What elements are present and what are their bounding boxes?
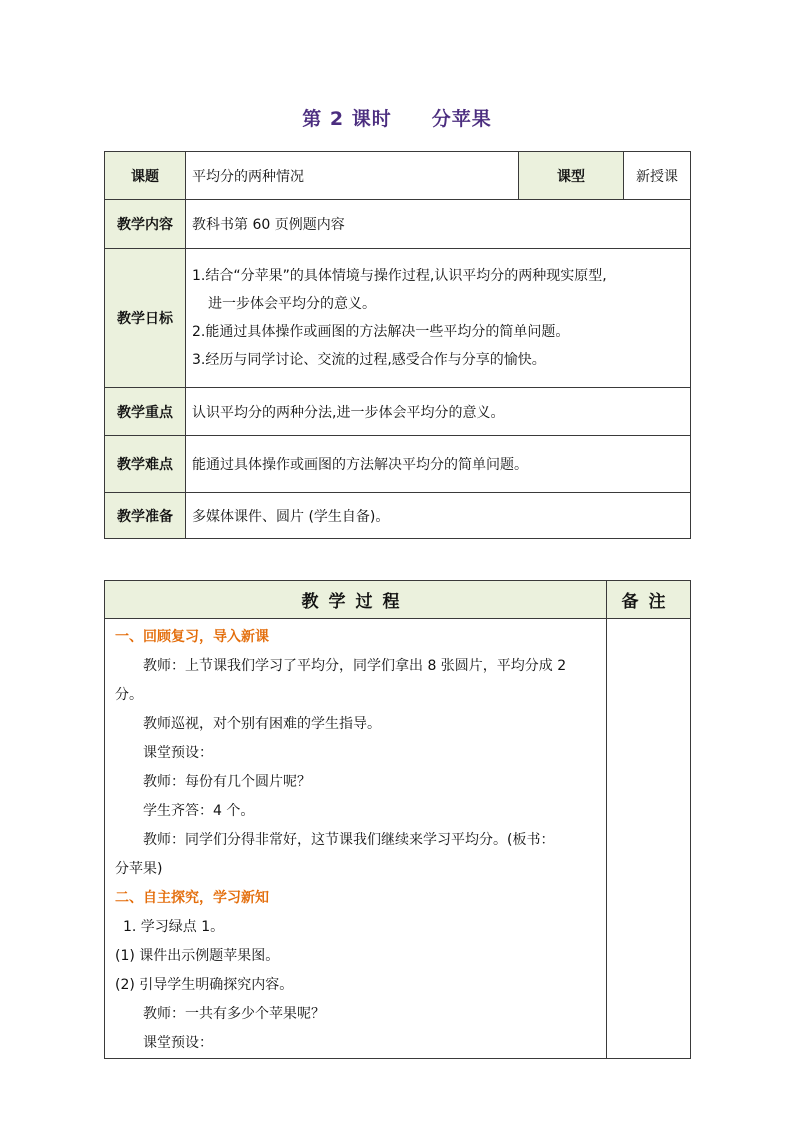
notes-header: 备注 — [607, 581, 691, 619]
goal-2: 2.能通过具体操作或画图的方法解决一些平均分的简单问题。 — [192, 324, 570, 340]
goal-1: 1.结合“分苹果”的具体情境与操作过程,认识平均分的两种现实原型, — [192, 268, 607, 284]
type-label: 课型 — [519, 152, 624, 200]
lesson-name: 分苹果 — [431, 108, 492, 130]
goal-3: 3.经历与同学讨论、交流的过程,感受合作与分享的愉快。 — [192, 352, 546, 368]
process-line: 教师：每份有几个圆片呢？ — [143, 774, 311, 790]
process-line: 1. 学习绿点 1。 — [123, 919, 225, 935]
process-line: 课堂预设： — [143, 1035, 213, 1051]
process-content — [105, 619, 607, 1059]
topic-label: 课题 — [105, 152, 186, 200]
process-line: (2) 引导学生明确探究内容。 — [115, 977, 294, 993]
process-line: 学生齐答：4 个。 — [143, 803, 255, 819]
prep-row — [105, 493, 691, 539]
section-heading-2: 二、自主探究，学习新知 — [115, 890, 269, 906]
page-title — [0, 104, 794, 131]
process-line: 分。 — [115, 687, 143, 703]
key-row — [105, 388, 691, 436]
difficult-row — [105, 436, 691, 493]
process-header-row — [105, 581, 691, 619]
prep-value: 多媒体课件、圆片 (学生自备)。 — [186, 493, 691, 539]
process-line: 教师：上节课我们学习了平均分，同学们拿出 8 张圆片，平均分成 2 — [143, 658, 567, 674]
teaching-process-table — [104, 580, 691, 1059]
process-line: (1) 课件出示例题苹果图。 — [115, 948, 280, 964]
content-row — [105, 200, 691, 249]
topic-row — [105, 152, 691, 200]
goals-row — [105, 249, 691, 388]
notes-content — [607, 619, 691, 1059]
process-line: 教师：同学们分得非常好，这节课我们继续来学习平均分。(板书： — [143, 832, 555, 848]
section-heading-1: 一、回顾复习，导入新课 — [115, 629, 269, 645]
key-value: 认识平均分的两种分法,进一步体会平均分的意义。 — [186, 388, 691, 436]
content-value: 教科书第 60 页例题内容 — [186, 200, 691, 249]
key-label: 教学重点 — [105, 388, 186, 436]
process-line: 分苹果) — [115, 861, 163, 877]
prep-label: 教学准备 — [105, 493, 186, 539]
difficult-label: 教学难点 — [105, 436, 186, 493]
goals-label: 教学日标 — [105, 249, 186, 388]
goals-value — [186, 249, 691, 388]
process-line: 课堂预设： — [143, 745, 213, 761]
process-header: 教学过程 — [105, 581, 607, 619]
process-body-row — [105, 619, 691, 1059]
content-label: 教学内容 — [105, 200, 186, 249]
topic-value: 平均分的两种情况 — [186, 152, 519, 200]
lesson-info-table — [104, 151, 691, 539]
type-value: 新授课 — [624, 152, 691, 200]
difficult-value: 能通过具体操作或画图的方法解决平均分的简单问题。 — [186, 436, 691, 493]
goal-1-cont: 进一步体会平均分的意义。 — [208, 296, 376, 312]
process-line: 教师巡视，对个别有困难的学生指导。 — [143, 716, 381, 732]
lesson-number: 第 2 课时 — [302, 108, 392, 130]
process-line: 教师：一共有多少个苹果呢？ — [143, 1006, 325, 1022]
